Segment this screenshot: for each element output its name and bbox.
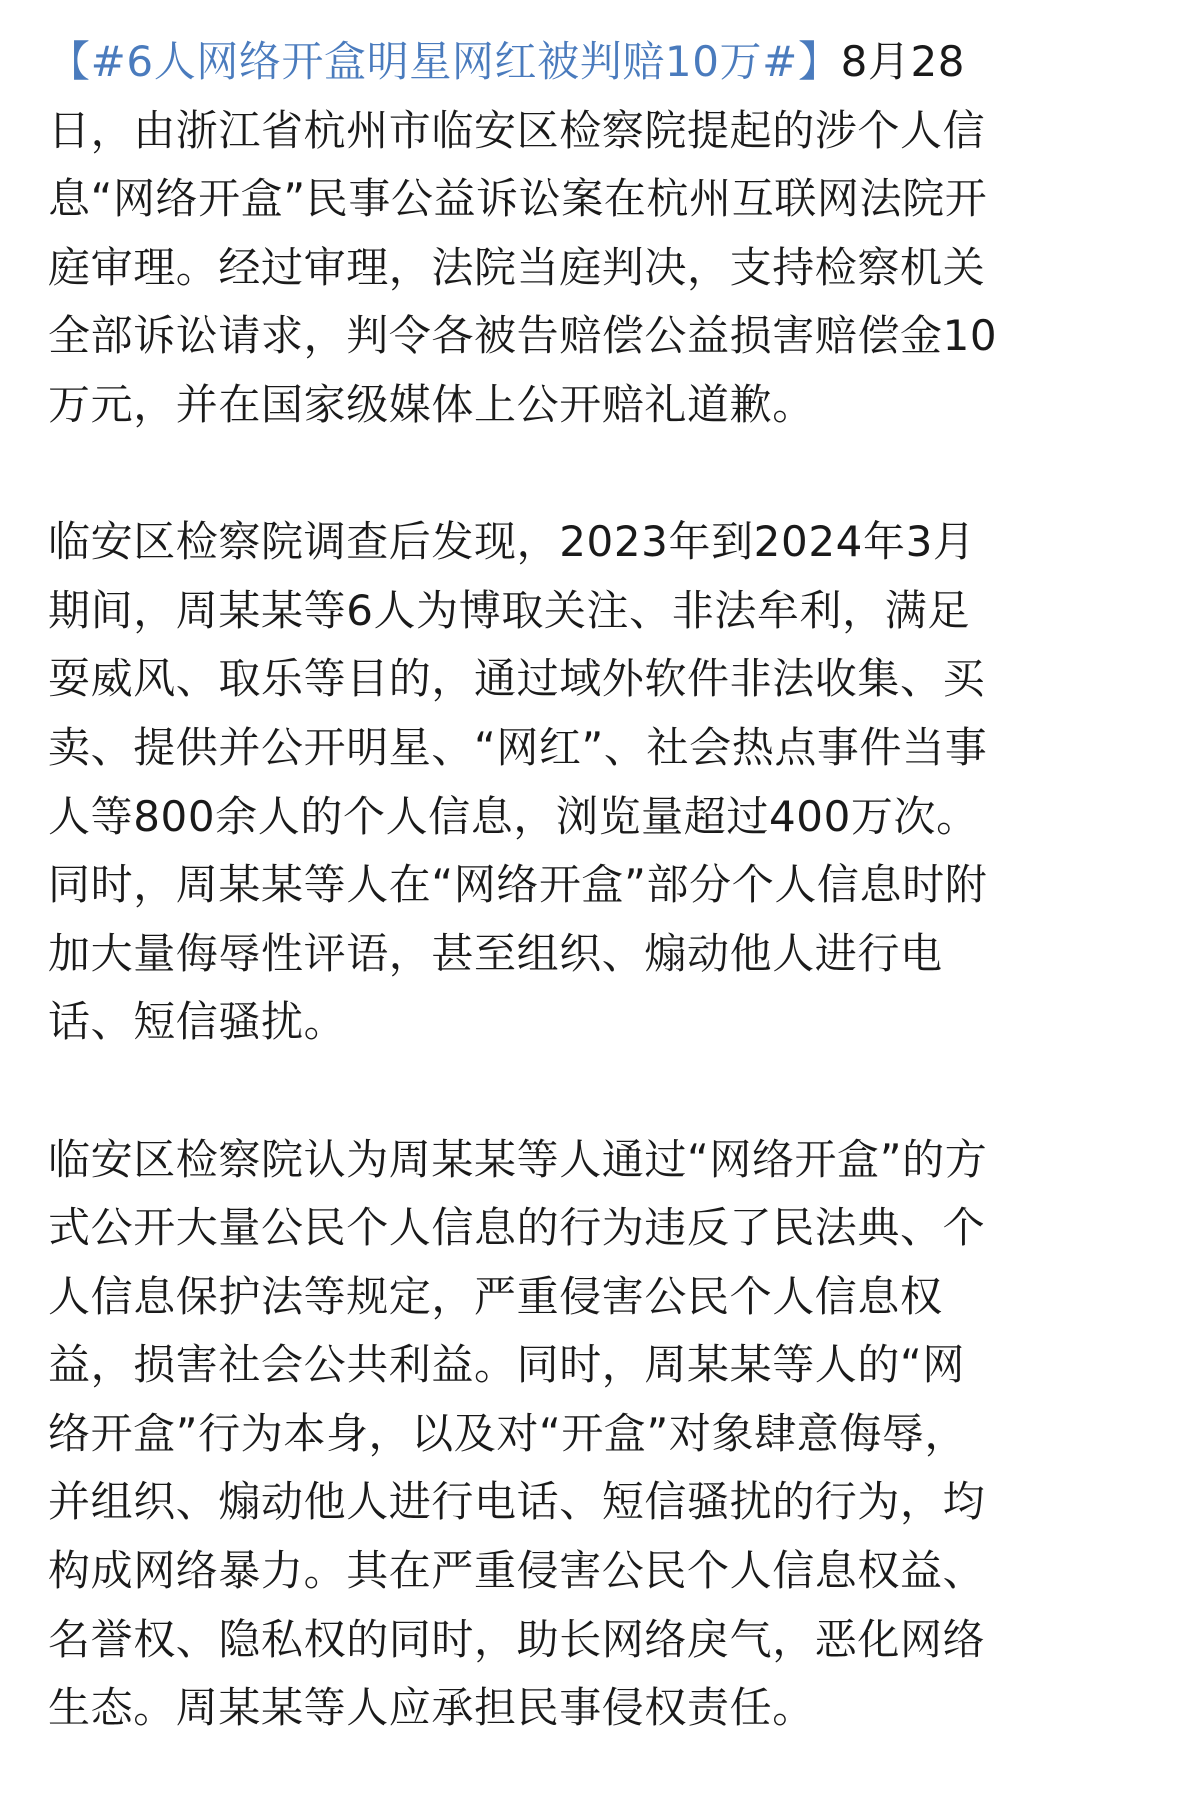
- text-line: 式公开大量公民个人信息的行为违反了民法典、个: [48, 1203, 986, 1253]
- text-line: 万元，并在国家级媒体上公开赔礼道歉。: [48, 379, 815, 429]
- text-line: 临安区检察院认为周某某等人通过“网络开盒”的方: [48, 1134, 988, 1184]
- text-line: 话、短信骚扰。: [48, 997, 347, 1047]
- post-body: [48, 28, 1138, 1743]
- text-line: 并组织、煽动他人进行电话、短信骚扰的行为，均: [48, 1477, 986, 1527]
- topic-hashtag-link[interactable]: 【#6人网络开盒明星网红被判赔10万#】: [48, 37, 841, 86]
- text-line: 期间，周某某等6人为博取关注、非法牟利，满足: [48, 585, 970, 635]
- text-line: 人等800余人的个人信息，浏览量超过400万次。: [48, 791, 979, 841]
- text-line: 卖、提供并公开明星、“网红”、社会热点事件当事: [48, 722, 988, 772]
- text-line: 构成网络暴力。其在严重侵害公民个人信息权益、: [48, 1546, 986, 1596]
- text-line: 临安区检察院调查后发现，2023年到2024年3月: [48, 517, 976, 567]
- paragraph-2: [48, 508, 1138, 1057]
- text-line: 益，损害社会公共利益。同时，周某某等人的“网: [48, 1340, 965, 1390]
- text-line: 庭审理。经过审理，法院当庭判决，支持检察机关: [48, 242, 986, 292]
- paragraph-1: [48, 28, 1138, 440]
- text-line: 名誉权、隐私权的同时，助长网络戾气，恶化网络: [48, 1614, 986, 1664]
- text-line: 日，由浙江省杭州市临安区检察院提起的涉个人信: [48, 105, 986, 155]
- text-line: 息“网络开盒”民事公益诉讼案在杭州互联网法院开: [48, 174, 988, 224]
- text-line: 全部诉讼请求，判令各被告赔偿公益损害赔偿金10: [48, 311, 998, 361]
- text-line-tail: 8月28: [840, 37, 966, 86]
- text-line: 人信息保护法等规定，严重侵害公民个人信息权: [48, 1271, 943, 1321]
- text-line: 络开盒”行为本身，以及对“开盒”对象肆意侮辱，: [48, 1408, 968, 1458]
- text-line: 加大量侮辱性评语，甚至组织、煽动他人进行电: [48, 928, 943, 978]
- text-line: 生态。周某某等人应承担民事侵权责任。: [48, 1683, 815, 1733]
- paragraph-3: [48, 1126, 1138, 1743]
- text-line: 同时，周某某等人在“网络开盒”部分个人信息时附: [48, 860, 988, 910]
- text-line: 耍威风、取乐等目的，通过域外软件非法收集、买: [48, 654, 986, 704]
- text-line: [48, 28, 1138, 97]
